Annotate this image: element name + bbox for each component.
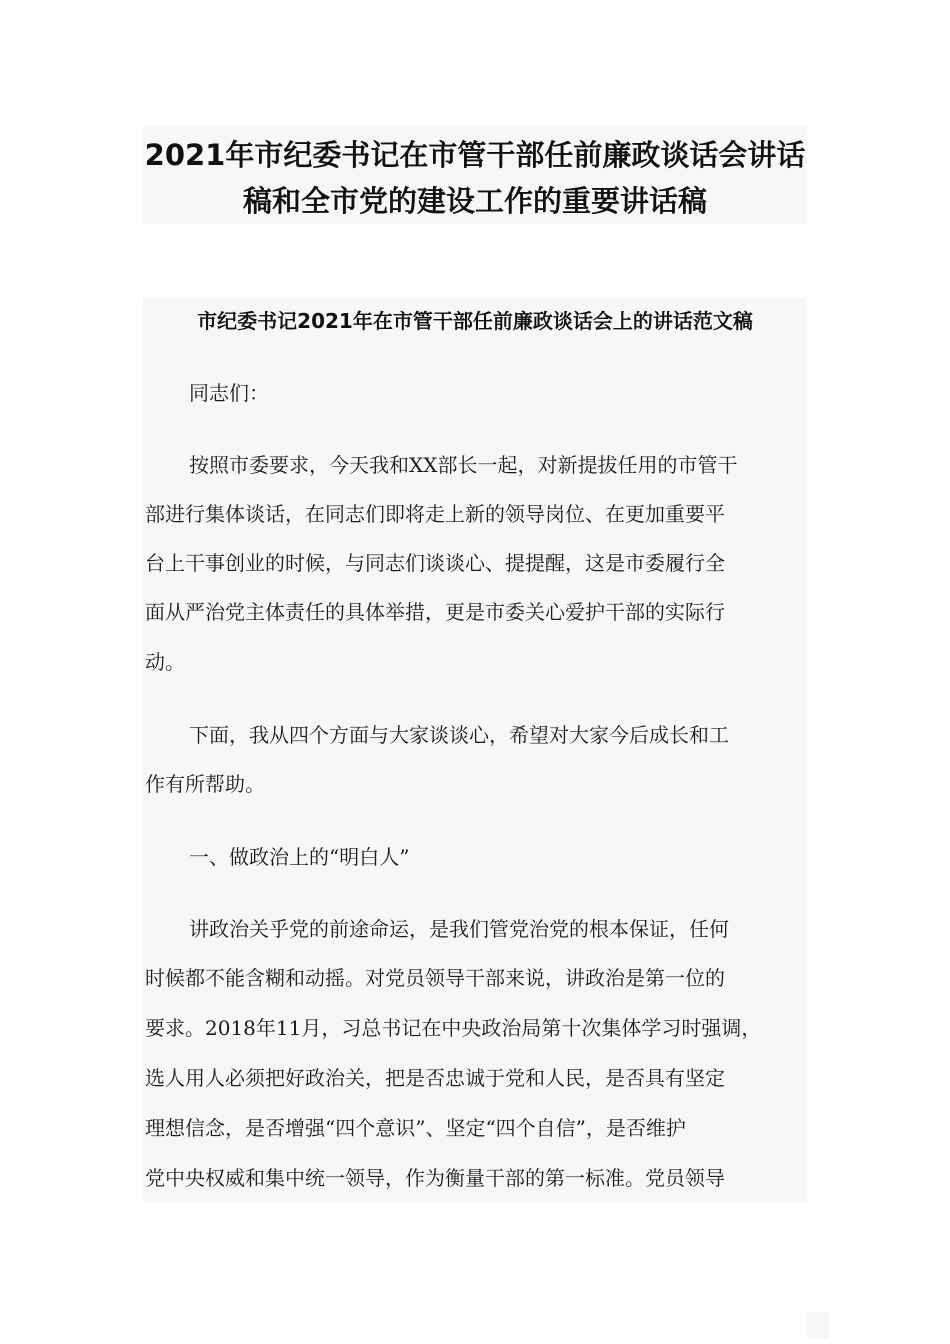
paragraph-3-line-5: 理想信念，是否增强“四个意识”、坚定“四个自信”，是否维护 xyxy=(145,1116,686,1140)
paragraph-3-line-6: 党中央权威和集中统一领导，作为衡量干部的第一标准。党员领导 xyxy=(145,1166,725,1190)
paragraph-3-line-1: 讲政治关乎党的前途命运，是我们管党治党的根本保证，任何 xyxy=(189,917,729,941)
paragraph-1-line-4: 面从严治党主体责任的具体举措，更是市委关心爱护干部的实际行 xyxy=(145,600,725,624)
section-heading-1: 一、做政治上的“明白人” xyxy=(189,845,410,869)
speech-subtitle: 市纪委书记2021年在市管干部任前廉政谈话会上的讲话范文稿 xyxy=(197,309,753,333)
paragraph-3-line-4: 选人用人必须把好政治关，把是否忠诚于党和人民，是否具有坚定 xyxy=(145,1066,725,1090)
paragraph-1-line-3: 台上干事创业的时候，与同志们谈谈心、提提醒，这是市委履行全 xyxy=(145,551,725,575)
document-body xyxy=(143,298,807,1202)
paragraph-3-line-2: 时候都不能含糊和动摇。对党员领导干部来说，讲政治是第一位的 xyxy=(145,966,725,990)
paragraph-1-line-2: 部进行集体谈话，在同志们即将走上新的领导岗位、在更加重要平 xyxy=(145,502,725,526)
paragraph-2-line-2: 作有所帮助。 xyxy=(145,772,265,796)
paragraph-2-line-1: 下面，我从四个方面与大家谈谈心，希望对大家今后成长和工 xyxy=(189,723,729,747)
paragraph-1-line-5: 动。 xyxy=(145,650,185,674)
paragraph-1-line-1: 按照市委要求，今天我和XX部长一起，对新提拔任用的市管干 xyxy=(189,453,738,477)
document-title-line-2: 稿和全市党的建设工作的重要讲话稿 xyxy=(242,184,707,218)
line-overhang-shade xyxy=(807,1312,829,1338)
paragraph-3-line-3: 要求。2018年11月，习总书记在中央政治局第十次集体学习时强调， xyxy=(145,1016,762,1040)
document-title-block xyxy=(143,126,807,224)
document-title-line-1: 2021年市纪委书记在市管干部任前廉政谈话会讲话 xyxy=(144,138,806,172)
salutation: 同志们： xyxy=(189,381,269,405)
